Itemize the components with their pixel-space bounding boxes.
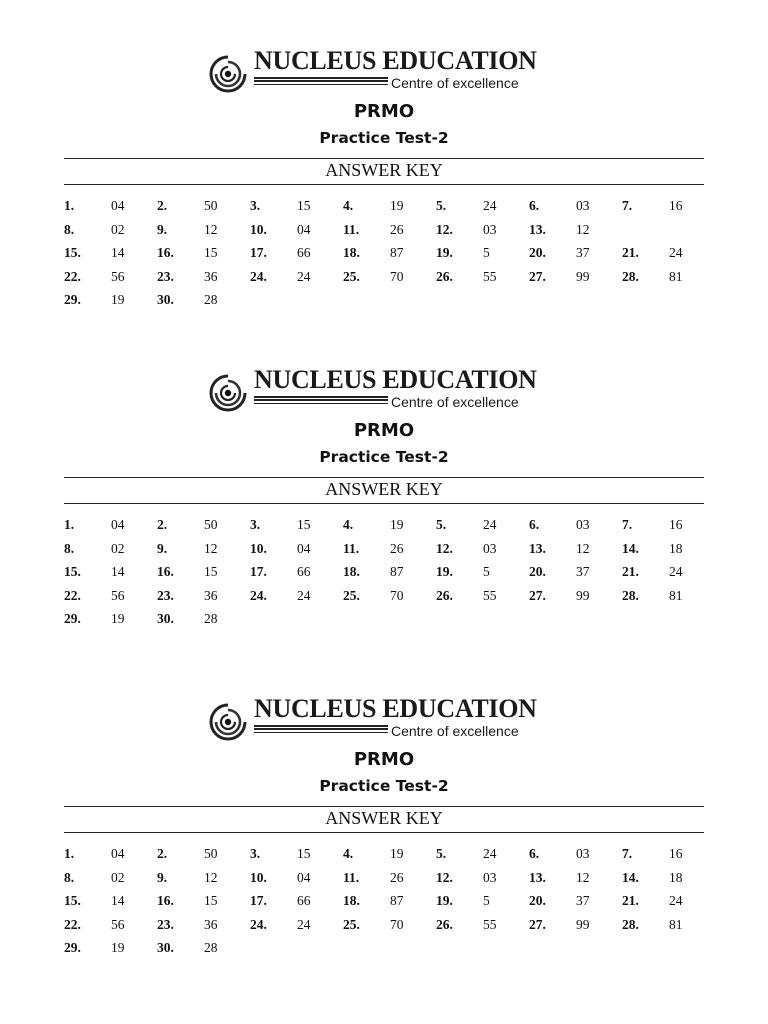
answer-value: 19 (390, 517, 404, 532)
answer-grid (0, 517, 768, 635)
answer-value: 12 (204, 540, 218, 556)
question-number: 23. (157, 268, 174, 284)
question-number: 18. (343, 893, 360, 909)
answer-value: 28 (204, 611, 218, 627)
answer-value: 87 (390, 564, 404, 580)
question-number: 26. (436, 587, 453, 603)
nucleus-swirl-icon (208, 54, 248, 94)
question-number: 16. (157, 564, 174, 580)
answer-value: 66 (297, 564, 311, 580)
answer-value: 55 (483, 587, 497, 603)
answer-row (0, 517, 768, 541)
question-number: 24. (250, 268, 267, 284)
question-number: 23. (157, 587, 174, 603)
answer-value: 5 (483, 564, 490, 580)
question-number: 17. (250, 245, 267, 261)
answer-value: 37 (576, 564, 590, 580)
question-number: 3. (250, 517, 261, 532)
question-number: 10. (250, 869, 267, 885)
answer-value: 81 (669, 916, 683, 932)
question-number: 25. (343, 587, 360, 603)
answer-value: 12 (204, 869, 218, 885)
question-number: 20. (529, 245, 546, 261)
answer-value: 50 (204, 517, 218, 532)
answer-value: 03 (483, 540, 497, 556)
question-number: 2. (157, 198, 168, 213)
answer-value: 14 (111, 245, 125, 261)
question-number: 17. (250, 564, 267, 580)
question-number: 7. (622, 846, 633, 861)
answer-value: 04 (297, 221, 311, 237)
answer-value: 02 (111, 869, 125, 885)
answer-value: 14 (111, 893, 125, 909)
answer-value: 36 (204, 916, 218, 932)
test-title: Practice Test-2 (319, 777, 449, 795)
question-number: 24. (250, 587, 267, 603)
answer-value: 70 (390, 268, 404, 284)
question-number: 27. (529, 268, 546, 284)
question-number: 18. (343, 564, 360, 580)
exam-title: PRMO (353, 420, 415, 441)
answer-value: 37 (576, 893, 590, 909)
question-number: 12. (436, 540, 453, 556)
brand-tagline: Centre of excellence (391, 394, 519, 410)
answer-row (0, 870, 768, 894)
question-number: 4. (343, 846, 354, 861)
answer-value: 03 (576, 846, 590, 861)
answer-value: 5 (483, 893, 490, 909)
question-number: 6. (529, 846, 540, 861)
question-number: 5. (436, 517, 447, 532)
brand-tagline: Centre of excellence (391, 75, 519, 91)
answer-row (0, 846, 768, 870)
divider-top (64, 806, 704, 807)
question-number: 8. (64, 221, 75, 237)
question-number: 30. (157, 292, 174, 308)
brand-name: NUCLEUS EDUCATION (254, 365, 537, 394)
answer-value: 15 (204, 564, 218, 580)
question-number: 11. (343, 221, 360, 237)
question-number: 16. (157, 245, 174, 261)
answer-row (0, 917, 768, 941)
answer-value: 50 (204, 846, 218, 861)
question-number: 22. (64, 587, 81, 603)
answer-grid (0, 846, 768, 964)
question-number: 12. (436, 221, 453, 237)
question-number: 25. (343, 916, 360, 932)
question-number: 18. (343, 245, 360, 261)
question-number: 10. (250, 540, 267, 556)
answer-value: 24 (669, 564, 683, 580)
answer-row (0, 292, 768, 316)
divider-bottom (64, 184, 704, 185)
question-number: 14. (622, 869, 639, 885)
question-number: 16. (157, 893, 174, 909)
question-number: 30. (157, 940, 174, 956)
answer-value: 15 (297, 846, 311, 861)
answer-value: 14 (111, 564, 125, 580)
answer-value: 70 (390, 916, 404, 932)
question-number: 9. (157, 540, 168, 556)
question-number: 14. (622, 540, 639, 556)
answer-value: 18 (669, 869, 683, 885)
question-number: 4. (343, 198, 354, 213)
answer-value: 56 (111, 587, 125, 603)
answer-value: 19 (390, 846, 404, 861)
question-number: 15. (64, 893, 81, 909)
answer-value: 12 (204, 221, 218, 237)
question-number: 13. (529, 869, 546, 885)
question-number: 11. (343, 869, 360, 885)
question-number: 8. (64, 869, 75, 885)
brand-name: NUCLEUS EDUCATION (254, 694, 537, 723)
answer-grid (0, 198, 768, 316)
brand-logo (208, 46, 568, 98)
question-number: 23. (157, 916, 174, 932)
answer-value: 16 (669, 517, 683, 532)
answer-value: 15 (204, 893, 218, 909)
answer-value: 56 (111, 268, 125, 284)
question-number: 9. (157, 221, 168, 237)
answer-value: 24 (483, 198, 497, 213)
question-number: 28. (622, 916, 639, 932)
question-number: 6. (529, 517, 540, 532)
question-number: 5. (436, 198, 447, 213)
answer-value: 28 (204, 940, 218, 956)
answer-row (0, 222, 768, 246)
question-number: 25. (343, 268, 360, 284)
answer-value: 87 (390, 245, 404, 261)
answer-value: 24 (483, 517, 497, 532)
question-number: 1. (64, 517, 75, 532)
answer-value: 28 (204, 292, 218, 308)
question-number: 15. (64, 245, 81, 261)
answer-row (0, 245, 768, 269)
question-number: 26. (436, 268, 453, 284)
answer-key-heading: ANSWER KEY (325, 808, 443, 828)
answer-value: 04 (111, 517, 125, 532)
exam-title: PRMO (353, 749, 415, 770)
question-number: 7. (622, 198, 633, 213)
question-number: 7. (622, 517, 633, 532)
question-number: 4. (343, 517, 354, 532)
question-number: 3. (250, 846, 261, 861)
question-number: 19. (436, 893, 453, 909)
brand-stripes (254, 77, 388, 89)
question-number: 13. (529, 221, 546, 237)
answer-key-block-2 (0, 365, 768, 671)
answer-value: 15 (204, 245, 218, 261)
question-number: 15. (64, 564, 81, 580)
answer-value: 99 (576, 916, 590, 932)
answer-value: 24 (669, 893, 683, 909)
brand-logo (208, 365, 568, 417)
question-number: 10. (250, 221, 267, 237)
brand-tagline: Centre of excellence (391, 723, 519, 739)
answer-value: 70 (390, 587, 404, 603)
answer-value: 12 (576, 221, 590, 237)
nucleus-swirl-icon (208, 702, 248, 742)
answer-row (0, 893, 768, 917)
answer-value: 37 (576, 245, 590, 261)
test-title: Practice Test-2 (319, 129, 449, 147)
test-title: Practice Test-2 (319, 448, 449, 466)
answer-value: 12 (576, 869, 590, 885)
question-number: 1. (64, 198, 75, 213)
answer-value: 81 (669, 587, 683, 603)
answer-value: 24 (297, 587, 311, 603)
answer-value: 15 (297, 198, 311, 213)
answer-value: 03 (483, 869, 497, 885)
question-number: 20. (529, 564, 546, 580)
divider-top (64, 158, 704, 159)
answer-value: 26 (390, 869, 404, 885)
answer-value: 66 (297, 893, 311, 909)
brand-stripes (254, 725, 388, 737)
question-number: 27. (529, 916, 546, 932)
answer-value: 02 (111, 221, 125, 237)
answer-key-block-1 (0, 46, 768, 352)
question-number: 8. (64, 540, 75, 556)
answer-row (0, 269, 768, 293)
brand-logo (208, 694, 568, 746)
answer-value: 19 (111, 611, 125, 627)
answer-row (0, 588, 768, 612)
answer-value: 12 (576, 540, 590, 556)
nucleus-swirl-icon (208, 373, 248, 413)
answer-value: 99 (576, 587, 590, 603)
answer-value: 15 (297, 517, 311, 532)
answer-value: 24 (483, 846, 497, 861)
answer-row (0, 611, 768, 635)
answer-value: 5 (483, 245, 490, 261)
answer-value: 04 (297, 540, 311, 556)
question-number: 2. (157, 846, 168, 861)
divider-bottom (64, 832, 704, 833)
question-number: 11. (343, 540, 360, 556)
answer-value: 03 (483, 221, 497, 237)
question-number: 6. (529, 198, 540, 213)
answer-key-heading: ANSWER KEY (325, 160, 443, 180)
question-number: 17. (250, 893, 267, 909)
answer-row (0, 541, 768, 565)
question-number: 5. (436, 846, 447, 861)
question-number: 19. (436, 245, 453, 261)
question-number: 22. (64, 268, 81, 284)
answer-value: 24 (297, 268, 311, 284)
question-number: 29. (64, 611, 81, 627)
answer-value: 03 (576, 198, 590, 213)
answer-value: 02 (111, 540, 125, 556)
answer-value: 26 (390, 540, 404, 556)
brand-stripes (254, 396, 388, 408)
question-number: 20. (529, 893, 546, 909)
divider-bottom (64, 503, 704, 504)
answer-value: 36 (204, 268, 218, 284)
question-number: 26. (436, 916, 453, 932)
answer-value: 24 (669, 245, 683, 261)
answer-value: 55 (483, 268, 497, 284)
answer-value: 19 (111, 292, 125, 308)
answer-value: 03 (576, 517, 590, 532)
question-number: 1. (64, 846, 75, 861)
answer-value: 04 (111, 846, 125, 861)
question-number: 2. (157, 517, 168, 532)
answer-value: 87 (390, 893, 404, 909)
question-number: 19. (436, 564, 453, 580)
answer-value: 66 (297, 245, 311, 261)
question-number: 29. (64, 940, 81, 956)
question-number: 28. (622, 268, 639, 284)
answer-value: 19 (111, 940, 125, 956)
question-number: 9. (157, 869, 168, 885)
question-number: 28. (622, 587, 639, 603)
answer-value: 56 (111, 916, 125, 932)
question-number: 27. (529, 587, 546, 603)
answer-key-block-3 (0, 694, 768, 1000)
exam-title: PRMO (353, 101, 415, 122)
question-number: 24. (250, 916, 267, 932)
question-number: 21. (622, 245, 639, 261)
answer-value: 24 (297, 916, 311, 932)
answer-value: 16 (669, 846, 683, 861)
answer-value: 26 (390, 221, 404, 237)
answer-value: 55 (483, 916, 497, 932)
question-number: 29. (64, 292, 81, 308)
divider-top (64, 477, 704, 478)
brand-name: NUCLEUS EDUCATION (254, 46, 537, 75)
answer-value: 36 (204, 587, 218, 603)
answer-row (0, 940, 768, 964)
question-number: 21. (622, 564, 639, 580)
answer-row (0, 564, 768, 588)
question-number: 30. (157, 611, 174, 627)
question-number: 21. (622, 893, 639, 909)
answer-value: 04 (111, 198, 125, 213)
answer-value: 19 (390, 198, 404, 213)
answer-value: 99 (576, 268, 590, 284)
question-number: 12. (436, 869, 453, 885)
answer-row (0, 198, 768, 222)
answer-key-heading: ANSWER KEY (325, 479, 443, 499)
question-number: 13. (529, 540, 546, 556)
answer-value: 04 (297, 869, 311, 885)
question-number: 3. (250, 198, 261, 213)
answer-value: 50 (204, 198, 218, 213)
answer-value: 81 (669, 268, 683, 284)
answer-value: 16 (669, 198, 683, 213)
question-number: 22. (64, 916, 81, 932)
answer-value: 18 (669, 540, 683, 556)
